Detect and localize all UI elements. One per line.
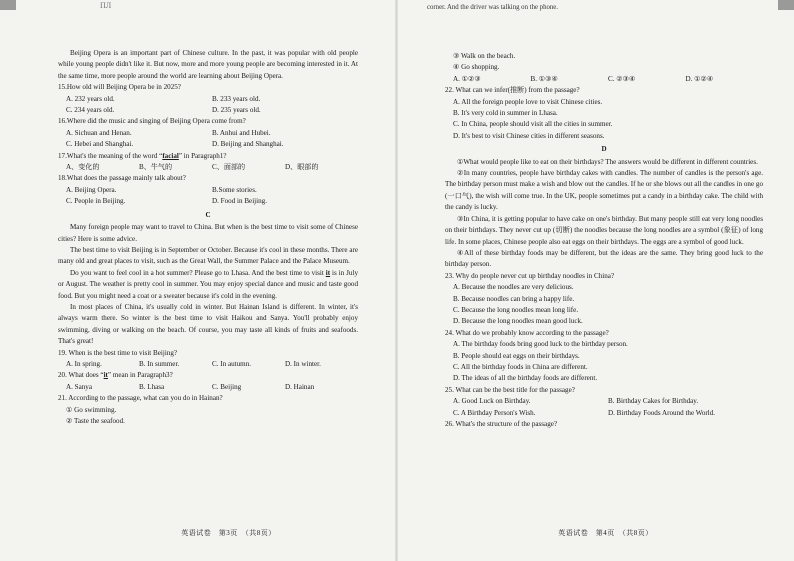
q15-stem: 15.How old will Beijing Opera be in 2025? bbox=[58, 83, 181, 92]
q19-options bbox=[58, 359, 358, 370]
q24-option-a[interactable]: A. The birthday foods bring good luck to the birthday person. bbox=[453, 340, 628, 349]
q22-option-c[interactable]: C. In China, people should visit all the cities in summer. bbox=[453, 120, 613, 129]
q21-option-d[interactable]: D. ①②④ bbox=[685, 74, 714, 83]
q23-option-b[interactable]: B. Because noodles can bring a happy life. bbox=[453, 294, 575, 303]
q22-option-d[interactable]: D. It's best to visit Chinese cities in different seasons. bbox=[453, 131, 605, 140]
q21-option-a[interactable]: A. ①②③ bbox=[453, 74, 481, 83]
q20-stem bbox=[58, 370, 358, 381]
page-4-column bbox=[445, 51, 763, 430]
q21-item-2: ② Taste the seafood. bbox=[66, 417, 125, 425]
q20-stem-post: ” mean in Paragraph3? bbox=[107, 371, 173, 380]
passage-c-p4: In most places of China, it's usually cold in winter. But Hainan Island is different. In winter, it's always warm there. So winter is the best time to visit Haikou and Sanya. You'll probably enjoy swimming, diving or walking on the beach. Of course, you may taste all kinds of fruits and seafoods. That's great! bbox=[58, 302, 358, 346]
q19-option-b[interactable]: B. In summer. bbox=[139, 359, 180, 368]
q16-options bbox=[58, 128, 358, 151]
q18-option-c[interactable]: C. People in Beijing. bbox=[66, 197, 126, 206]
q26-stem: 26. What's the structure of the passage? bbox=[445, 420, 558, 428]
q21-item-1: ① Go swimming. bbox=[66, 405, 117, 414]
passage-d-p2: ②In many countries, people have birthday cakes with candles. The number of candles is the person's age. The birthday person must make a wish and blow out the candles. If he or she blows out all the candles in one go (一口气), the wish will come true. In the UK, people sometimes put a candy in a birthday cake. The child with the candy is lucky. bbox=[445, 169, 763, 212]
q17-option-b[interactable]: B、牛气的 bbox=[139, 163, 173, 172]
q16-option-b[interactable]: B. Anhui and Hubei. bbox=[212, 128, 271, 137]
page-4 bbox=[397, 0, 794, 561]
page-4-footer: 英语试卷 第4页 （共8页） bbox=[558, 528, 653, 537]
q17-option-a[interactable]: A、变化的 bbox=[66, 163, 100, 172]
q16-option-c[interactable]: C. Hebei and Shanghai. bbox=[66, 140, 134, 149]
q20-options bbox=[58, 382, 358, 393]
q17-options bbox=[58, 162, 358, 173]
q20-stem-pre: 20. What does “ bbox=[58, 371, 104, 380]
q17-stem-post: ” in Paragraph1? bbox=[178, 151, 227, 160]
q19-option-a[interactable]: A. In spring. bbox=[66, 359, 102, 368]
q24-stem: 24. What do we probably know according to the passage? bbox=[445, 328, 609, 337]
section-c-heading: C bbox=[205, 210, 211, 219]
top-cut-text: corner. And the driver was talking on the phone. bbox=[427, 4, 558, 11]
q24-option-d[interactable]: D. The ideas of all the birthday foods are different. bbox=[453, 374, 598, 383]
page-3-column bbox=[58, 48, 358, 427]
q19-option-d[interactable]: D. In winter. bbox=[285, 359, 321, 368]
q25-option-c[interactable]: C. A Birthday Person's Wish. bbox=[453, 408, 536, 417]
q16-option-a[interactable]: A. Sichuan and Henan. bbox=[66, 128, 132, 137]
q21-options bbox=[445, 74, 763, 85]
q18-option-a[interactable]: A. Beijing Opera. bbox=[66, 185, 117, 194]
page-3-footer: 英语试卷 第3页 （共8页） bbox=[181, 528, 276, 537]
q15-options bbox=[58, 94, 358, 117]
q15-option-d[interactable]: D. 235 years old. bbox=[212, 106, 261, 115]
q22-option-a[interactable]: A. All the foreign people love to visit Chinese cities. bbox=[453, 97, 603, 106]
q23-option-d[interactable]: D. Because the long noodles mean good luck. bbox=[453, 317, 583, 326]
q18-option-d[interactable]: D. Food in Beijing. bbox=[212, 197, 267, 206]
q23-stem: 23. Why do people never cut up birthday noodles in China? bbox=[445, 271, 615, 280]
q17-stem-pre: 17.What's the meaning of the word “ bbox=[58, 151, 163, 160]
passage-b-text: Beijing Opera is an important part of Chinese culture. In the past, it was popular with old people while young people didn't like it. But now, more and more young people are becoming interested in it. At the same time, more people around the world are learning about Beijing Opera. bbox=[58, 49, 358, 80]
q23-option-c[interactable]: C. Because the long noodles mean long life. bbox=[453, 305, 579, 314]
q17-option-d[interactable]: D、眼部的 bbox=[285, 163, 319, 172]
q18-options bbox=[58, 185, 358, 208]
q19-option-c[interactable]: C. In autumn. bbox=[212, 359, 252, 368]
q21-item-4: ④ Go shopping. bbox=[453, 63, 500, 72]
q16-stem: 16.Where did the music and singing of Beijing Opera come from? bbox=[58, 117, 246, 126]
q16-option-d[interactable]: D. Beijing and Shanghai. bbox=[212, 140, 284, 149]
q23-option-a[interactable]: A. Because the noodles are very delicious. bbox=[453, 283, 574, 292]
q20-option-a[interactable]: A. Sanya bbox=[66, 382, 93, 391]
q20-option-c[interactable]: C. Beijing bbox=[212, 382, 242, 391]
q20-option-d[interactable]: D. Hainan bbox=[285, 382, 315, 391]
passage-c-p1: Many foreign people may want to travel to China. But when is the best time to visit some of Chinese cities? Here is some advice. bbox=[58, 223, 358, 243]
q21-option-c[interactable]: C. ②③④ bbox=[608, 74, 636, 83]
q25-option-b[interactable]: B. Birthday Cakes for Birthday. bbox=[608, 397, 699, 406]
q21-stem: 21. According to the passage, what can you do in Hainan? bbox=[58, 394, 223, 403]
q25-stem: 25. What can be the best title for the passage? bbox=[445, 385, 575, 394]
q17-word: facial bbox=[162, 151, 179, 160]
q17-option-c[interactable]: C、面部的 bbox=[212, 163, 246, 172]
q22-option-b[interactable]: B. It's very cold in summer in Lhasa. bbox=[453, 109, 558, 118]
passage-c-p3 bbox=[58, 268, 358, 302]
q20-option-b[interactable]: B. Lhasa bbox=[139, 382, 165, 391]
passage-d-p1: ①What would people like to eat on their birthdays? The answers would be different in different countries. bbox=[457, 157, 758, 166]
passage-c-p3-post: is in July or August. The weather is pretty cool in summer. You may enjoy special dance and music and taste good food. But you might need a coat or a sweater because it's cold in the evening. bbox=[58, 268, 358, 300]
q15-option-a[interactable]: A. 232 years old. bbox=[66, 94, 115, 103]
passage-c-p3-pre: Do you want to feel cool in a hot summer? Please go to Lhasa. And the best time to visit bbox=[70, 268, 326, 277]
scan-blot: ПЛ bbox=[100, 1, 112, 10]
passage-d-p3: ③In China, it is getting popular to have cake on one's birthday. But many people still eat very long noodles on their birthdays. They never cut up (切断) the noodles because the long noodles are a symbol (象征) of long life. In some places, Chinese people also eat eggs on their birthdays. The eggs are a symbol of good luck. bbox=[445, 214, 763, 246]
q19-stem: 19. When is the best time to visit Beijing? bbox=[58, 348, 178, 357]
passage-d-p4: ④All of these birthday foods may be different, but the ideas are the same. They bring good luck to the birthday person. bbox=[445, 248, 763, 269]
q24-option-c[interactable]: C. All the birthday foods in China are different. bbox=[453, 362, 588, 371]
q17-stem bbox=[58, 151, 358, 162]
q15-option-b[interactable]: B. 233 years old. bbox=[212, 94, 261, 103]
section-d-heading: D bbox=[601, 145, 607, 154]
q25-option-a[interactable]: A. Good Luck on Birthday. bbox=[453, 397, 531, 406]
q21-option-b[interactable]: B. ①③④ bbox=[530, 74, 558, 83]
q18-option-b[interactable]: B.Some stories. bbox=[212, 185, 257, 194]
q24-option-b[interactable]: B. People should eat eggs on their birthdays. bbox=[453, 351, 580, 360]
q25-option-d[interactable]: D. Birthday Foods Around the World. bbox=[608, 408, 716, 417]
q25-options bbox=[445, 396, 763, 419]
q21-item-3: ③ Walk on the beach. bbox=[453, 52, 516, 60]
q18-stem: 18.What does the passage mainly talk about? bbox=[58, 174, 186, 183]
q22-stem: 22. What can we infer(推断) from the passage? bbox=[445, 86, 580, 95]
q20-word: it bbox=[103, 371, 108, 380]
q15-option-c[interactable]: C. 234 years old. bbox=[66, 106, 115, 115]
passage-c-p3-it: it bbox=[325, 268, 331, 277]
passage-c-p2: The best time to visit Beijing is in September or October. Because it's cool in these months. There are many old and great places to visit, such as the Great Wall, the Summer Palace and the Palace Museum. bbox=[58, 245, 358, 266]
